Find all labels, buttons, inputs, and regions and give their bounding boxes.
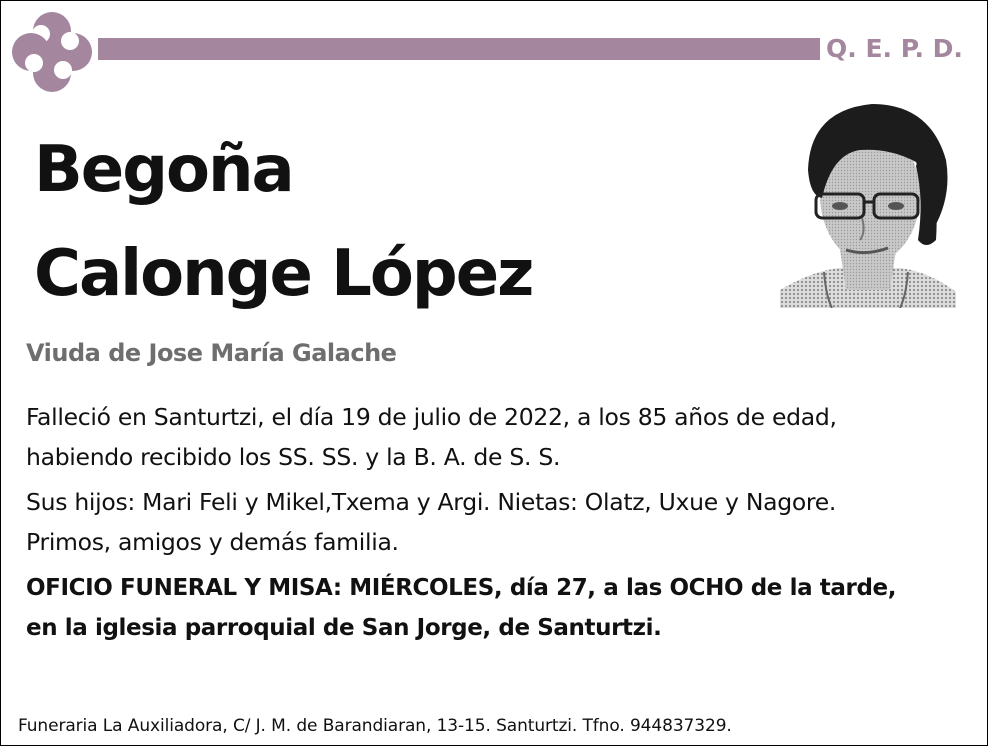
family-list-line: Primos, amigos y demás familia. — [26, 528, 399, 556]
funeral-details-line: OFICIO FUNERAL Y MISA: MIÉRCOLES, día 27, a las OCHO de la tarde, — [26, 575, 897, 601]
funeral-home-footer: Funeraria La Auxiliadora, C/ J. M. de Barandiaran, 13-15. Santurtzi. Tfno. 944837329. — [18, 716, 732, 736]
death-announcement-line: Falleció en Santurtzi, el día 19 de julio de 2022, a los 85 años de edad, — [26, 403, 837, 431]
deceased-subtitle: Viuda de Jose María Galache — [26, 339, 397, 367]
family-list — [26, 482, 836, 562]
funeral-details-line: en la iglesia parroquial de San Jorge, de Santurtzi. — [26, 615, 662, 641]
deceased-surnames: Calonge López — [34, 237, 533, 311]
funeral-details — [26, 568, 896, 648]
family-list-line: Sus hijos: Mari Feli y Mikel,Txema y Argi. Nietas: Olatz, Uxue y Nagore. — [26, 488, 837, 516]
qepd-label: Q. E. P. D. — [826, 34, 963, 63]
deceased-first-name: Begoña — [34, 133, 293, 207]
portrait-photo — [780, 100, 956, 308]
death-announcement — [26, 397, 837, 477]
lauburu-icon — [10, 10, 94, 94]
death-announcement-line: habiendo recibido los SS. SS. y la B. A. de S. S. — [26, 443, 561, 471]
header-bar — [98, 38, 820, 60]
